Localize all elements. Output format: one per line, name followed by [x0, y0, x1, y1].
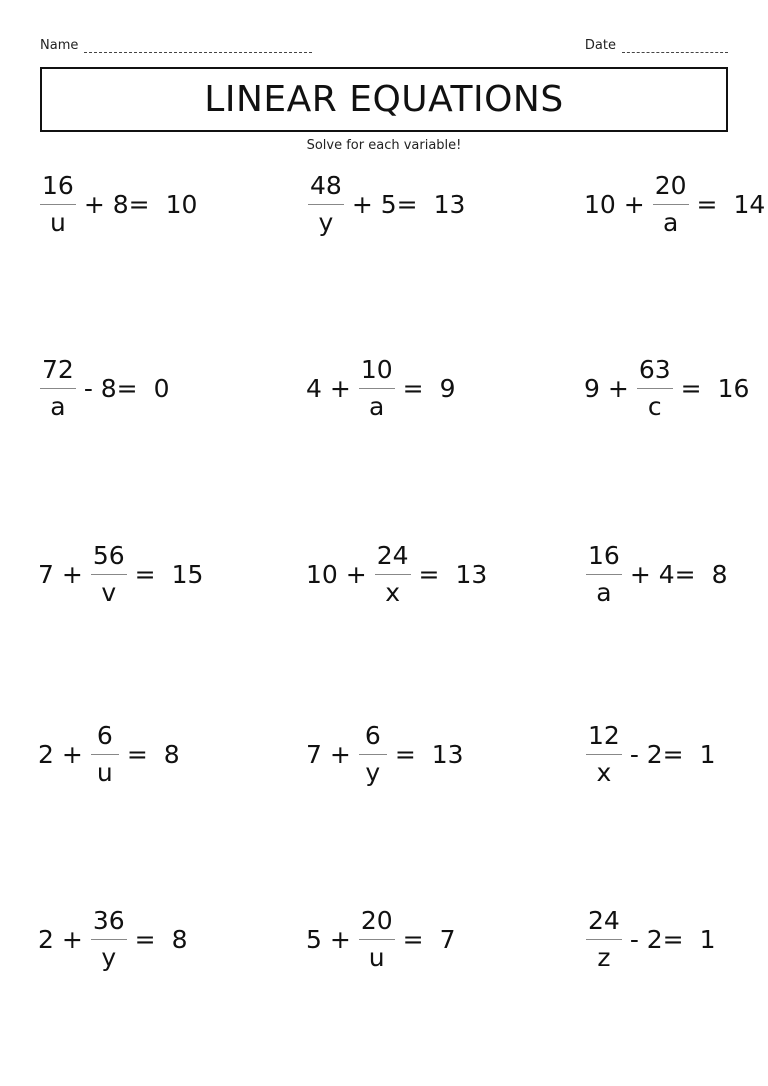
equation-result: 8: [171, 924, 188, 954]
equation-operator: =: [394, 739, 416, 769]
fraction-denominator: a: [662, 207, 679, 237]
date-line[interactable]: [622, 41, 728, 53]
fraction: [359, 356, 395, 421]
fraction-numerator: 24: [376, 540, 409, 570]
fraction-denominator: y: [318, 207, 334, 237]
equation-operator: =: [134, 924, 156, 954]
equation-r4-c1: [38, 718, 180, 790]
equation-r4-c3: [584, 718, 716, 790]
fraction-bar: [637, 388, 673, 389]
fraction-numerator: 48: [310, 170, 342, 200]
equation-r3-c1: [38, 538, 203, 610]
fraction-denominator: u: [49, 207, 66, 237]
equation-operator: =: [134, 559, 156, 589]
fraction: [359, 722, 387, 787]
equation-operator: =: [402, 924, 424, 954]
equation-operator: =: [402, 373, 424, 403]
fraction-numerator: 63: [638, 354, 671, 384]
equation-result: 8: [711, 559, 728, 589]
equation-result: 13: [431, 739, 464, 769]
name-line[interactable]: [84, 41, 312, 53]
fraction: [653, 172, 689, 237]
fraction: [91, 542, 127, 607]
equation-r3-c2: [306, 538, 487, 610]
equation-prefix: 10 +: [584, 189, 645, 219]
fraction-numerator: 20: [360, 905, 393, 935]
fraction-bar: [91, 939, 127, 940]
fraction-numerator: 56: [92, 540, 125, 570]
name-label: Name: [40, 38, 79, 53]
fraction-bar: [653, 204, 689, 205]
equation-r1-c2: [306, 168, 465, 240]
fraction-numerator: 24: [588, 905, 620, 935]
page-title: LINEAR EQUATIONS: [204, 79, 564, 120]
date-field[interactable]: [585, 38, 728, 53]
equation-r2-c1: [38, 352, 170, 424]
fraction-denominator: z: [597, 942, 611, 972]
fraction-denominator: x: [596, 757, 612, 787]
fraction-bar: [375, 574, 411, 575]
equation-operator: =: [680, 373, 702, 403]
fraction: [40, 172, 76, 237]
fraction: [359, 907, 395, 972]
fraction-denominator: y: [101, 942, 117, 972]
equation-r5-c1: [38, 903, 187, 975]
fraction: [40, 356, 76, 421]
fraction-denominator: a: [50, 391, 66, 421]
equation-result: 13: [455, 559, 488, 589]
equation-result: 0: [153, 373, 170, 403]
equation-result: 14: [733, 189, 766, 219]
equation-r2-c3: [584, 352, 749, 424]
equation-prefix: 7 +: [306, 739, 351, 769]
fraction-numerator: 6: [364, 720, 381, 750]
fraction-bar: [308, 204, 344, 205]
fraction-denominator: u: [368, 942, 385, 972]
equation-operator: - 2=: [629, 739, 684, 769]
equation-prefix: 4 +: [306, 373, 351, 403]
equation-prefix: 7 +: [38, 559, 83, 589]
equation-result: 13: [433, 189, 466, 219]
fraction: [586, 542, 622, 607]
name-field[interactable]: [40, 38, 312, 53]
title-box: [40, 67, 728, 132]
equation-operator: + 8=: [83, 189, 150, 219]
fraction-bar: [586, 574, 622, 575]
fraction-denominator: u: [96, 757, 113, 787]
equation-operator: + 5=: [351, 189, 418, 219]
equation-result: 15: [171, 559, 204, 589]
equation-r1-c3: [584, 168, 765, 240]
fraction: [375, 542, 411, 607]
equation-r2-c2: [306, 352, 455, 424]
fraction-numerator: 20: [654, 170, 687, 200]
date-label: Date: [584, 38, 616, 53]
fraction-bar: [359, 939, 395, 940]
equation-operator: - 8=: [83, 373, 138, 403]
fraction-numerator: 10: [360, 354, 393, 384]
fraction-numerator: 12: [588, 720, 620, 750]
equation-result: 7: [439, 924, 456, 954]
fraction-denominator: a: [596, 577, 612, 607]
equation-prefix: 2 +: [38, 739, 83, 769]
equation-operator: =: [696, 189, 718, 219]
fraction-denominator: v: [101, 577, 117, 607]
fraction-numerator: 16: [588, 540, 620, 570]
equation-result: 10: [165, 189, 198, 219]
equation-result: 8: [163, 739, 180, 769]
fraction-bar: [91, 754, 119, 755]
equation-operator: + 4=: [629, 559, 696, 589]
fraction-denominator: a: [369, 391, 385, 421]
equation-prefix: 5 +: [306, 924, 351, 954]
fraction-bar: [586, 754, 622, 755]
fraction-numerator: 6: [96, 720, 113, 750]
fraction-numerator: 72: [42, 354, 74, 384]
fraction-bar: [91, 574, 127, 575]
equation-r4-c2: [306, 718, 464, 790]
fraction-denominator: y: [365, 757, 381, 787]
fraction: [637, 356, 673, 421]
equation-r5-c2: [306, 903, 455, 975]
equation-result: 1: [699, 924, 716, 954]
equation-result: 16: [717, 373, 750, 403]
equation-operator: - 2=: [629, 924, 684, 954]
fraction-bar: [40, 204, 76, 205]
equation-r5-c3: [584, 903, 716, 975]
fraction-bar: [586, 939, 622, 940]
fraction-denominator: c: [647, 391, 662, 421]
equation-result: 1: [699, 739, 716, 769]
header-row: [40, 38, 728, 56]
instructions: Solve for each variable!: [306, 138, 462, 153]
fraction-bar: [359, 388, 395, 389]
fraction-numerator: 16: [42, 170, 74, 200]
fraction-denominator: x: [385, 577, 401, 607]
equation-operator: =: [126, 739, 148, 769]
equation-r1-c1: [38, 168, 197, 240]
equation-prefix: 2 +: [38, 924, 83, 954]
equation-result: 9: [439, 373, 456, 403]
equation-r3-c3: [584, 538, 727, 610]
fraction-bar: [40, 388, 76, 389]
fraction: [586, 907, 622, 972]
equation-prefix: 9 +: [584, 373, 629, 403]
equation-operator: =: [418, 559, 440, 589]
fraction: [91, 722, 119, 787]
equation-prefix: 10 +: [306, 559, 367, 589]
fraction: [586, 722, 622, 787]
fraction: [91, 907, 127, 972]
fraction-numerator: 36: [92, 905, 125, 935]
fraction-bar: [359, 754, 387, 755]
fraction: [308, 172, 344, 237]
